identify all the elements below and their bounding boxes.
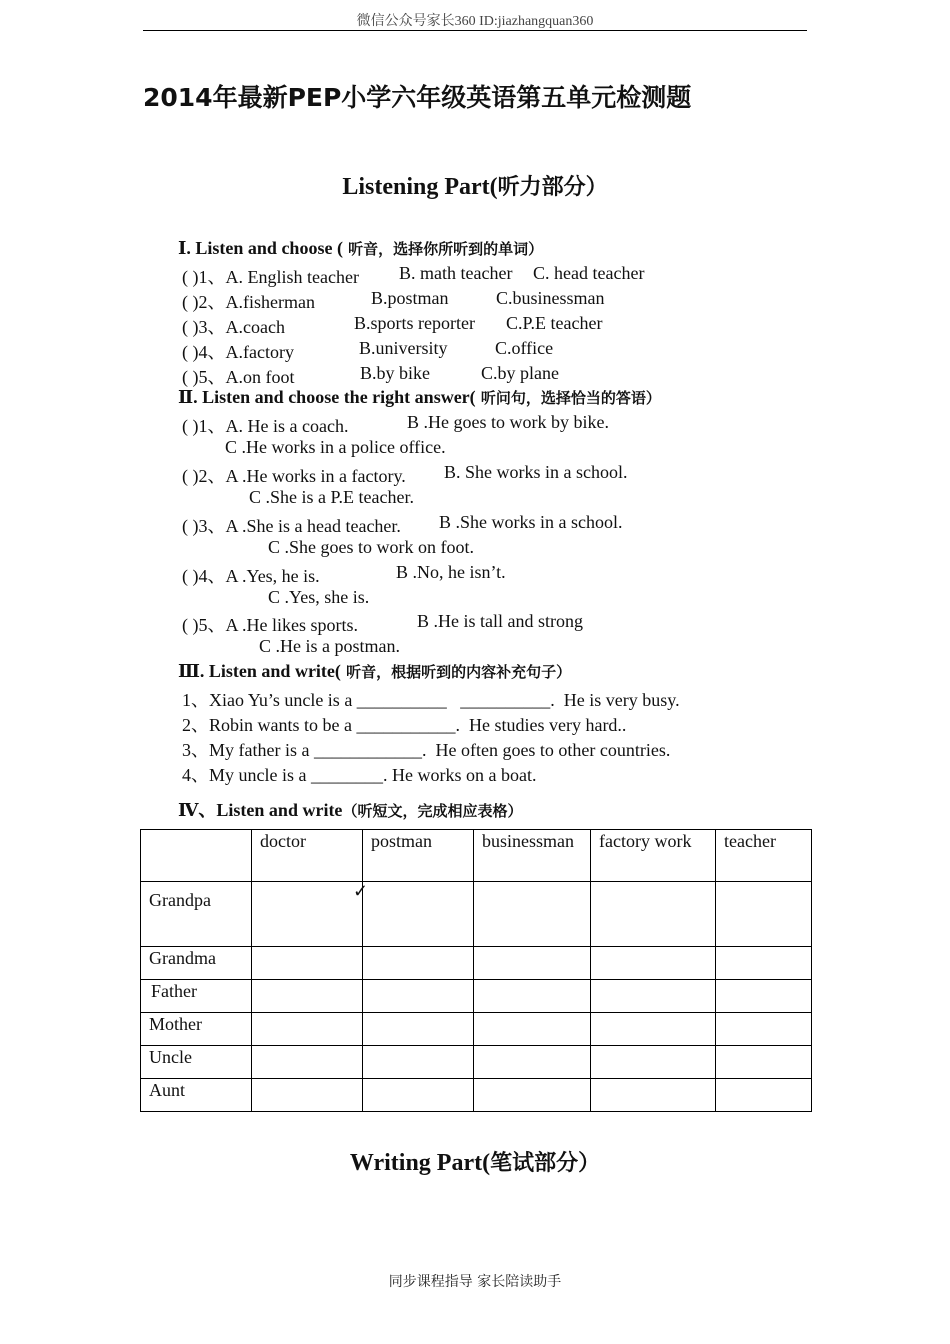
writing-heading (0, 1146, 950, 1177)
row-label: Grandma (141, 947, 252, 980)
column-header: teacher (716, 830, 812, 882)
section2-cn: 听问句，选择恰当的答语） (475, 389, 661, 407)
answer-cell[interactable] (591, 1013, 716, 1046)
column-header: postman (363, 830, 474, 882)
s1-item-b: B.postman (371, 288, 449, 308)
s1-item-4 (182, 338, 742, 364)
s2-item-a: ( )2、A .He works in a factory. (182, 466, 406, 486)
listening-heading-en: Listening Part( (342, 174, 498, 200)
answer-cell[interactable] (591, 1046, 716, 1079)
table-row (141, 980, 812, 1013)
answer-cell[interactable] (474, 1079, 591, 1112)
answer-cell[interactable] (716, 980, 812, 1013)
section2-heading (178, 387, 661, 408)
s1-item-b: B.by bike (360, 363, 430, 383)
s1-item-1 (182, 263, 742, 289)
s2-item-b: B .He goes to work by bike. (407, 412, 609, 432)
s1-item-c: C.by plane (481, 363, 559, 383)
answer-table (140, 829, 812, 1112)
s2-item-a: ( )1、A. He is a coach. (182, 416, 349, 436)
s2-item-4 (182, 562, 742, 588)
answer-cell[interactable] (474, 947, 591, 980)
s1-item-b: B.university (359, 338, 448, 358)
page-footer: 同步课程指导 家长陪读助手 (388, 1274, 562, 1290)
section1-heading (178, 238, 543, 259)
s2-item-b: B .She works in a school. (439, 512, 623, 532)
s3-item-4: 4、My uncle is a ________. He works on a boat. (182, 765, 537, 785)
writing-heading-en: Writing Part( (349, 1150, 491, 1176)
table-row (141, 1013, 812, 1046)
answer-cell[interactable] (363, 1013, 474, 1046)
s1-item-a: ( )4、A.factory (182, 342, 294, 362)
section2-label: Ⅱ. Listen and choose the right answer( (178, 387, 476, 407)
answer-cell[interactable] (363, 1046, 474, 1079)
answer-cell[interactable] (474, 1013, 591, 1046)
answer-cell[interactable] (716, 1046, 812, 1079)
answer-cell[interactable] (474, 1046, 591, 1079)
answer-cell[interactable] (474, 980, 591, 1013)
s2-item-b: B. She works in a school. (444, 462, 628, 482)
s1-item-2 (182, 288, 742, 314)
answer-cell[interactable] (591, 1079, 716, 1112)
page-header: 微信公众号家长360 ID:jiazhangquan360 (356, 14, 594, 29)
listening-heading-cn: 听力部分） (497, 175, 608, 200)
s1-item-5 (182, 363, 742, 389)
s1-item-c: C.P.E teacher (506, 313, 603, 333)
s1-item-3 (182, 313, 742, 339)
table-row (141, 1046, 812, 1079)
s1-item-c: C.businessman (496, 288, 605, 308)
answer-cell[interactable] (252, 1079, 363, 1112)
row-label: Mother (141, 1013, 252, 1046)
answer-cell[interactable] (716, 1079, 812, 1112)
table-row (141, 882, 812, 947)
s2-item-b: B .He is tall and strong (417, 611, 583, 631)
row-label: Aunt (141, 1079, 252, 1112)
s2-item-a: ( )3、A .She is a head teacher. (182, 516, 401, 536)
s3-item-3: 3、My father is a ____________. He often goes to other countries. (182, 740, 671, 760)
answer-cell[interactable] (363, 1079, 474, 1112)
s2-item-1-c: C .He works in a police office. (225, 437, 446, 457)
section3-heading (178, 661, 571, 682)
answer-cell[interactable] (716, 882, 812, 947)
s3-item-1: 1、Xiao Yu’s uncle is a __________ __________. He is very busy. (182, 690, 680, 710)
section4-label: Ⅳ、Listen and write (178, 800, 343, 820)
section3-label: Ⅲ. Listen and write( (178, 661, 341, 681)
answer-cell[interactable] (363, 882, 474, 947)
row-label: Uncle (141, 1046, 252, 1079)
section4-heading (178, 796, 522, 822)
s2-item-2-c: C .She is a P.E teacher. (249, 487, 414, 507)
s1-item-a: ( )2、A.fisherman (182, 292, 315, 312)
header-rule (143, 30, 807, 31)
s2-item-a: ( )5、A .He likes sports. (182, 615, 358, 635)
s1-item-c: C. head teacher (533, 263, 645, 283)
s2-item-1 (182, 412, 742, 438)
answer-cell[interactable] (252, 882, 363, 947)
s3-item-2: 2、Robin wants to be a ___________. He studies very hard.. (182, 715, 627, 735)
answer-cell[interactable] (363, 947, 474, 980)
answer-cell[interactable] (252, 1013, 363, 1046)
section1-cn: 听音，选择你所听到的单词） (342, 240, 544, 258)
answer-cell[interactable] (591, 947, 716, 980)
listening-heading (0, 170, 950, 201)
answer-cell[interactable] (716, 1013, 812, 1046)
s1-item-b: B.sports reporter (354, 313, 475, 333)
s1-item-a: ( )1、A. English teacher (182, 267, 359, 287)
column-header: doctor (252, 830, 363, 882)
column-header: businessman (474, 830, 591, 882)
answer-cell[interactable] (363, 980, 474, 1013)
table-header-row (141, 830, 812, 882)
s2-item-a: ( )4、A .Yes, he is. (182, 566, 320, 586)
s1-item-b: B. math teacher (399, 263, 513, 283)
row-label: Father (141, 980, 252, 1013)
table-corner-cell (141, 830, 252, 882)
column-header: factory work (591, 830, 716, 882)
table-row (141, 1079, 812, 1112)
answer-cell[interactable] (252, 1046, 363, 1079)
answer-cell[interactable] (591, 882, 716, 947)
s2-item-4-c: C .Yes, she is. (268, 587, 370, 607)
answer-cell[interactable] (474, 882, 591, 947)
s1-item-a: ( )5、A.on foot (182, 367, 295, 387)
answer-cell[interactable] (252, 980, 363, 1013)
s2-item-3-c: C .She goes to work on foot. (268, 537, 474, 557)
s2-item-3 (182, 512, 742, 538)
section1-label: Ⅰ. Listen and choose ( (178, 238, 343, 258)
s2-item-2 (182, 462, 742, 488)
table-row (141, 947, 812, 980)
section4-cn: （听短文，完成相应表格） (342, 802, 523, 820)
s1-item-a: ( )3、A.coach (182, 317, 285, 337)
section3-cn: 听音，根据听到的内容补充句子） (340, 663, 572, 681)
answer-cell[interactable] (591, 980, 716, 1013)
s2-item-b: B .No, he isn’t. (396, 562, 506, 582)
s2-item-5-c: C .He is a postman. (259, 636, 400, 656)
page-title: 2014年最新PEP小学六年级英语第五单元检测题 (143, 83, 692, 112)
row-label: Grandpa (141, 882, 252, 947)
writing-heading-cn: 笔试部分） (490, 1151, 601, 1176)
answer-cell[interactable] (716, 947, 812, 980)
answer-cell[interactable] (252, 947, 363, 980)
s1-item-c: C.office (495, 338, 554, 358)
checkmark-icon: ✓ (353, 881, 369, 901)
s2-item-5 (182, 611, 742, 637)
